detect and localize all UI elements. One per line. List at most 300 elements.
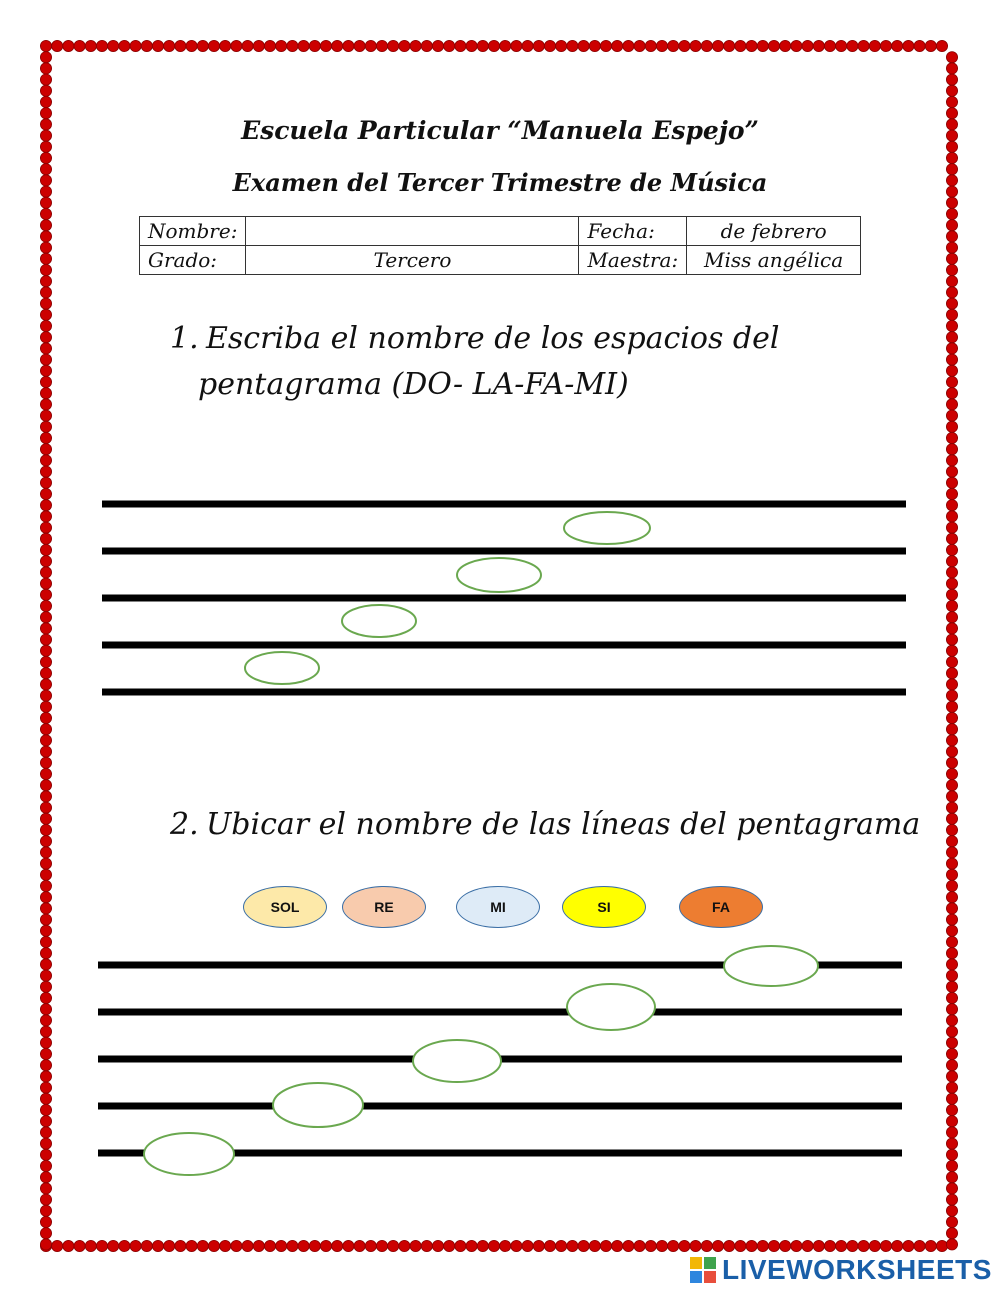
border-dot (40, 1015, 51, 1026)
border-dot (40, 981, 51, 992)
border-dot (40, 388, 51, 399)
border-dot (40, 858, 51, 869)
border-dot (946, 1037, 957, 1048)
border-dot (477, 1240, 488, 1251)
border-dot (946, 556, 957, 567)
border-dot (40, 1004, 51, 1015)
border-dot (40, 455, 51, 466)
border-dot (40, 623, 51, 634)
border-dot (946, 376, 957, 387)
border-dot (63, 40, 74, 51)
border-dot (946, 488, 957, 499)
question-2-number: 2. (170, 807, 199, 842)
border-dot (946, 1082, 957, 1093)
border-dot (544, 1240, 555, 1251)
border-dot (612, 40, 623, 51)
border-dot (946, 220, 957, 231)
border-dot (40, 544, 51, 555)
border-dot (946, 522, 957, 533)
border-dot (40, 836, 51, 847)
border-dot (946, 701, 957, 712)
border-dot (40, 1239, 51, 1250)
border-dot (946, 948, 957, 959)
border-dot (40, 847, 51, 858)
border-dot (197, 1240, 208, 1251)
border-dot (946, 757, 957, 768)
border-dot (946, 466, 957, 477)
border-dot (946, 679, 957, 690)
border-dot (40, 522, 51, 533)
border-dot (522, 40, 533, 51)
border-dot (679, 1240, 690, 1251)
line-answer-field[interactable] (724, 946, 818, 986)
border-dot (946, 477, 957, 488)
border-dot (768, 1240, 779, 1251)
border-dot (40, 656, 51, 667)
question-2-text: Ubicar el nombre de las líneas del pentagrama (206, 807, 921, 842)
border-dot (108, 1240, 119, 1251)
border-dot (824, 40, 835, 51)
border-dot (40, 354, 51, 365)
border-dot (836, 40, 847, 51)
border-dot (567, 40, 578, 51)
border-dot (690, 1240, 701, 1251)
border-dot (589, 40, 600, 51)
space-answer-field[interactable] (245, 652, 319, 684)
border-dot (85, 1240, 96, 1251)
border-dot (40, 892, 51, 903)
border-dot (40, 309, 51, 320)
border-dot (589, 1240, 600, 1251)
border-dot (858, 1240, 869, 1251)
border-dot (40, 690, 51, 701)
border-dot (40, 332, 51, 343)
border-dot (634, 1240, 645, 1251)
border-dot (936, 1240, 947, 1251)
border-dot (511, 1240, 522, 1251)
border-dot (735, 1240, 746, 1251)
border-dot (946, 735, 957, 746)
border-dot (914, 1240, 925, 1251)
border-dot (96, 40, 107, 51)
border-dot (946, 892, 957, 903)
border-dot (946, 197, 957, 208)
border-dot (276, 40, 287, 51)
border-dot (186, 1240, 197, 1251)
border-dot (946, 1104, 957, 1115)
border-dot (388, 40, 399, 51)
border-dot (556, 1240, 567, 1251)
border-dot (365, 1240, 376, 1251)
border-dot (40, 1037, 51, 1048)
border-dot (946, 511, 957, 522)
border-dot (533, 1240, 544, 1251)
border-dot (40, 74, 51, 85)
border-dot (946, 399, 957, 410)
line-answer-field[interactable] (413, 1040, 501, 1082)
border-dot (880, 1240, 891, 1251)
border-dot (40, 600, 51, 611)
border-dot (903, 40, 914, 51)
border-dot (936, 40, 947, 51)
border-dot (309, 40, 320, 51)
border-dot (946, 813, 957, 824)
border-dot (152, 40, 163, 51)
border-dot (119, 1240, 130, 1251)
border-dot (40, 96, 51, 107)
border-dot (946, 1026, 957, 1037)
option-fa[interactable]: FA (679, 886, 763, 928)
border-dot (701, 40, 712, 51)
maestra-value: Miss angélica (687, 246, 861, 275)
border-dot (455, 1240, 466, 1251)
border-dot (63, 1240, 74, 1251)
border-dot (141, 1240, 152, 1251)
border-dot (869, 1240, 880, 1251)
border-dot (946, 432, 957, 443)
border-dot (946, 780, 957, 791)
border-dot (354, 1240, 365, 1251)
border-dot (40, 1172, 51, 1183)
border-dot (946, 724, 957, 735)
border-dot (946, 656, 957, 667)
border-dot (791, 1240, 802, 1251)
border-dot (946, 567, 957, 578)
border-dot (824, 1240, 835, 1251)
border-dot (130, 40, 141, 51)
border-dot (869, 40, 880, 51)
border-dot (946, 63, 957, 74)
border-dot (376, 1240, 387, 1251)
border-dot (946, 746, 957, 757)
border-dot (208, 1240, 219, 1251)
table-row (140, 246, 861, 275)
border-dot (946, 1239, 957, 1250)
space-answer-field[interactable] (564, 512, 650, 544)
border-dot (40, 52, 51, 63)
exam-title: Examen del Tercer Trimestre de Música (232, 168, 768, 197)
school-title: Escuela Particular “Manuela Espejo” (241, 116, 759, 145)
border-dot (40, 925, 51, 936)
border-dot (813, 40, 824, 51)
border-dot (74, 1240, 85, 1251)
border-dot (40, 791, 51, 802)
border-dot (946, 1127, 957, 1138)
border-dot (946, 623, 957, 634)
border-dot (802, 40, 813, 51)
border-dot (253, 1240, 264, 1251)
border-dot (946, 869, 957, 880)
border-dot (164, 1240, 175, 1251)
table-row (140, 217, 861, 246)
border-dot (40, 220, 51, 231)
border-dot (40, 1149, 51, 1160)
border-dot (40, 780, 51, 791)
liveworksheets-logo (690, 1255, 992, 1285)
border-dot (40, 40, 51, 51)
border-dot (946, 533, 957, 544)
border-dot (208, 40, 219, 51)
border-dot (946, 298, 957, 309)
border-dot (946, 959, 957, 970)
border-dot (946, 768, 957, 779)
border-dot (220, 1240, 231, 1251)
border-dot (946, 802, 957, 813)
border-dot (466, 1240, 477, 1251)
border-dot (946, 836, 957, 847)
grado-label: Grado: (140, 246, 246, 275)
nombre-field[interactable] (246, 217, 579, 246)
question-1-number: 1. (170, 321, 199, 356)
question-1-text-line1: Escriba el nombre de los espacios del (206, 321, 780, 356)
border-dot (946, 578, 957, 589)
line-answer-field[interactable] (273, 1083, 363, 1127)
border-dot (40, 511, 51, 522)
border-dot (477, 40, 488, 51)
option-si[interactable]: SI (562, 886, 646, 928)
border-dot (40, 768, 51, 779)
border-dot (946, 264, 957, 275)
border-dot (40, 152, 51, 163)
border-dot (253, 40, 264, 51)
border-dot (309, 1240, 320, 1251)
border-dot (946, 343, 957, 354)
border-dot (40, 701, 51, 712)
border-dot (242, 40, 253, 51)
border-dot (813, 1240, 824, 1251)
border-dot (946, 410, 957, 421)
fecha-value: de febrero (687, 217, 861, 246)
border-dot (802, 1240, 813, 1251)
border-dot (946, 690, 957, 701)
fecha-label: Fecha: (579, 217, 687, 246)
border-dot (946, 589, 957, 600)
border-dot (946, 1183, 957, 1194)
border-dot (40, 399, 51, 410)
border-dot (40, 1138, 51, 1149)
border-dot (119, 40, 130, 51)
border-dot (421, 1240, 432, 1251)
border-dot (946, 152, 957, 163)
space-answer-field[interactable] (342, 605, 416, 637)
border-dot (634, 40, 645, 51)
border-dot (376, 40, 387, 51)
border-dot (298, 1240, 309, 1251)
border-dot (836, 1240, 847, 1251)
border-dot (40, 1048, 51, 1059)
border-dot (40, 970, 51, 981)
border-dot (946, 309, 957, 320)
border-dot (40, 253, 51, 264)
border-dot (757, 1240, 768, 1251)
border-dot (276, 1240, 287, 1251)
border-dot (556, 40, 567, 51)
border-dot (645, 1240, 656, 1251)
border-dot (946, 253, 957, 264)
border-dot (946, 992, 957, 1003)
border-dot (40, 668, 51, 679)
border-dot (946, 85, 957, 96)
border-dot (40, 914, 51, 925)
border-dot (40, 724, 51, 735)
border-dot (946, 1172, 957, 1183)
border-dot (946, 1149, 957, 1160)
border-dot (52, 1240, 63, 1251)
border-dot (746, 1240, 757, 1251)
border-dot (40, 612, 51, 623)
border-dot (757, 40, 768, 51)
border-dot (724, 1240, 735, 1251)
question-1-text-line2: pentagrama (DO- LA-FA-MI) (198, 367, 629, 402)
border-dot (399, 1240, 410, 1251)
border-dot (656, 1240, 667, 1251)
border-dot (946, 1060, 957, 1071)
border-dot (85, 40, 96, 51)
border-dot (735, 40, 746, 51)
border-dot (511, 40, 522, 51)
border-dot (432, 40, 443, 51)
border-dot (40, 1104, 51, 1115)
border-dot (892, 40, 903, 51)
student-info-table (139, 216, 861, 275)
border-dot (40, 264, 51, 275)
border-dot (946, 903, 957, 914)
border-dot (578, 40, 589, 51)
border-dot (40, 802, 51, 813)
border-dot (858, 40, 869, 51)
border-dot (40, 869, 51, 880)
border-dot (946, 880, 957, 891)
border-dot (946, 74, 957, 85)
border-dot (40, 376, 51, 387)
border-dot (600, 1240, 611, 1251)
border-dot (946, 1194, 957, 1205)
border-dot (488, 1240, 499, 1251)
border-dot (164, 40, 175, 51)
border-dot (946, 1093, 957, 1104)
option-re[interactable]: RE (342, 886, 426, 928)
border-dot (40, 444, 51, 455)
border-dot (432, 1240, 443, 1251)
option-sol[interactable]: SOL (243, 886, 327, 928)
border-dot (701, 1240, 712, 1251)
border-dot (320, 40, 331, 51)
border-dot (320, 1240, 331, 1251)
border-dot (40, 287, 51, 298)
border-dot (40, 242, 51, 253)
border-dot (946, 208, 957, 219)
border-dot (354, 40, 365, 51)
border-dot (946, 668, 957, 679)
border-dot (522, 1240, 533, 1251)
border-dot (421, 40, 432, 51)
border-dot (668, 1240, 679, 1251)
border-dot (287, 1240, 298, 1251)
border-dot (946, 1048, 957, 1059)
border-dot (152, 1240, 163, 1251)
border-dot (287, 40, 298, 51)
border-dot (40, 936, 51, 947)
border-dot (533, 40, 544, 51)
border-dot (847, 40, 858, 51)
border-dot (946, 1071, 957, 1082)
border-dot (40, 1216, 51, 1227)
maestra-label: Maestra: (579, 246, 687, 275)
border-dot (946, 936, 957, 947)
border-dot (365, 40, 376, 51)
border-dot (40, 1127, 51, 1138)
border-dot (612, 1240, 623, 1251)
border-dot (40, 500, 51, 511)
border-dot (40, 85, 51, 96)
border-dot (791, 40, 802, 51)
option-mi[interactable]: MI (456, 886, 540, 928)
border-dot (946, 612, 957, 623)
border-dot (780, 40, 791, 51)
grado-value: Tercero (246, 246, 579, 275)
border-dot (567, 1240, 578, 1251)
border-dot (455, 40, 466, 51)
border-dot (298, 40, 309, 51)
border-dot (40, 589, 51, 600)
border-dot (946, 444, 957, 455)
border-dot (946, 1205, 957, 1216)
border-dot (242, 1240, 253, 1251)
space-answer-field[interactable] (457, 558, 541, 592)
line-answer-field[interactable] (144, 1133, 234, 1175)
border-dot (544, 40, 555, 51)
border-dot (52, 40, 63, 51)
border-dot (40, 992, 51, 1003)
border-dot (40, 1228, 51, 1239)
border-dot (40, 645, 51, 656)
line-answer-field[interactable] (567, 984, 655, 1030)
border-dot (946, 365, 957, 376)
border-dot (847, 1240, 858, 1251)
border-dot (40, 634, 51, 645)
border-dot (410, 1240, 421, 1251)
border-dot (40, 679, 51, 690)
border-dot (946, 96, 957, 107)
border-dot (946, 287, 957, 298)
border-dot (946, 1004, 957, 1015)
border-dot (220, 40, 231, 51)
border-dot (466, 40, 477, 51)
border-dot (40, 298, 51, 309)
border-dot (108, 40, 119, 51)
border-dot (946, 320, 957, 331)
border-dot (500, 40, 511, 51)
border-dot (623, 1240, 634, 1251)
border-dot (444, 1240, 455, 1251)
border-dot (40, 556, 51, 567)
border-dot (946, 858, 957, 869)
border-dot (668, 40, 679, 51)
border-dot (74, 40, 85, 51)
border-dot (903, 1240, 914, 1251)
border-dot (231, 40, 242, 51)
border-dot (40, 903, 51, 914)
border-dot (946, 52, 957, 63)
border-dot (40, 959, 51, 970)
border-dot (444, 40, 455, 51)
border-dot (780, 1240, 791, 1251)
border-dot (399, 40, 410, 51)
border-dot (343, 1240, 354, 1251)
border-dot (130, 1240, 141, 1251)
border-dot (946, 332, 957, 343)
border-dot (925, 1240, 936, 1251)
